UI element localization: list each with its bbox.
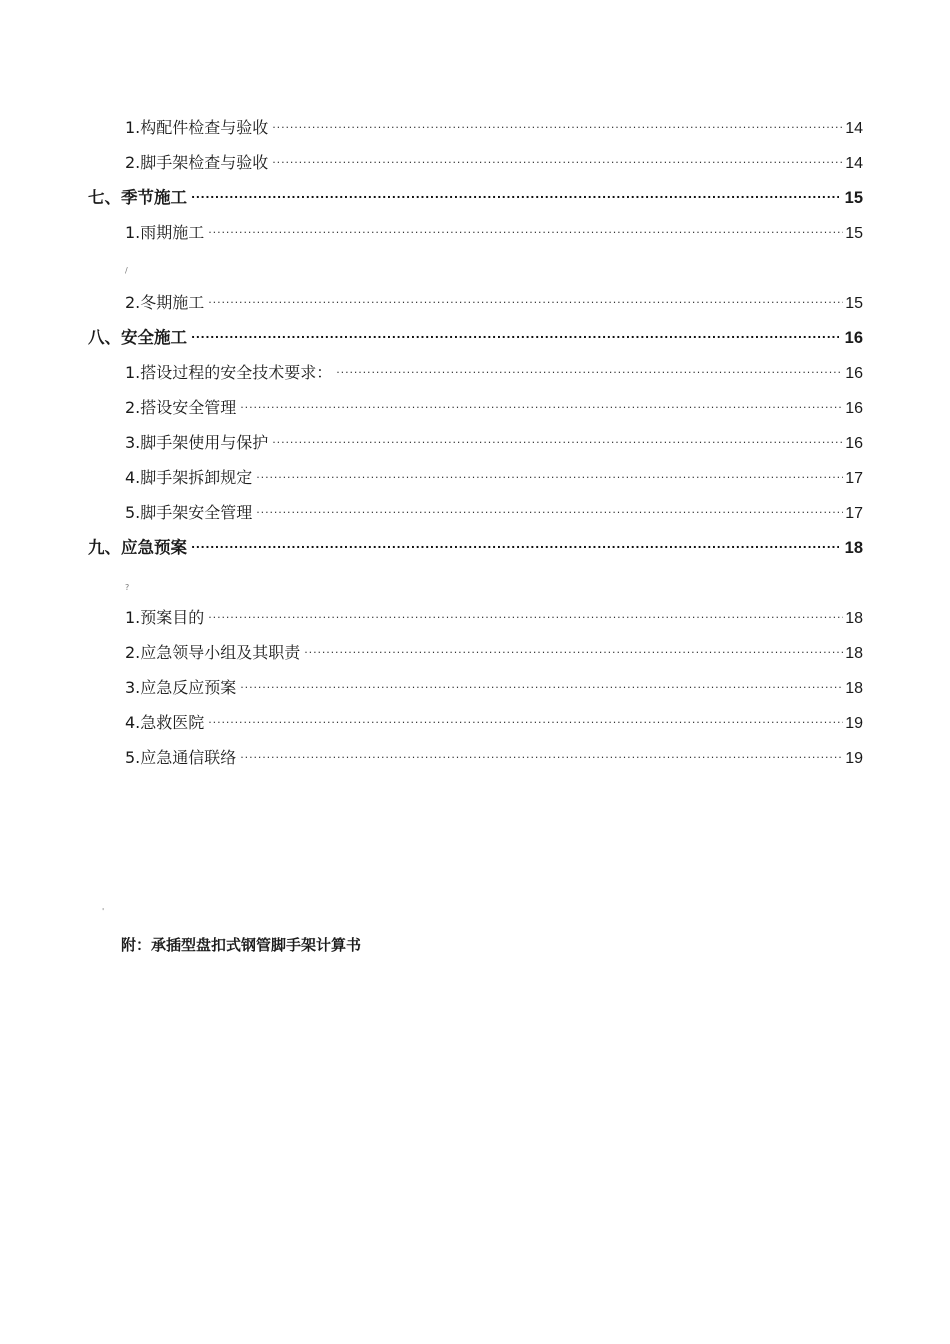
dot-leader: [272, 109, 843, 133]
dot-leader: [208, 284, 843, 308]
dot-leader: [191, 319, 839, 343]
toc-page-number: 14: [845, 155, 863, 172]
toc-page-number: 16: [844, 329, 863, 347]
stray-mark: /: [125, 266, 128, 275]
toc-entry-label: 4.脚手架拆卸规定: [125, 468, 253, 487]
toc-page-number: 15: [845, 295, 863, 312]
dot-leader: [208, 599, 843, 623]
dot-leader: [240, 739, 843, 763]
toc-entry-label: 2.冬期施工: [125, 293, 205, 312]
toc-entry-label: 1.预案目的: [125, 608, 205, 627]
toc-entry-scaffold-inspection[interactable]: [125, 144, 863, 172]
toc-entry-emergency-leadership[interactable]: [125, 634, 863, 662]
toc-page-number: 19: [845, 750, 863, 767]
toc-page-number: 16: [845, 435, 863, 452]
dot-leader: [240, 389, 843, 413]
toc-entry-component-inspection[interactable]: [125, 109, 863, 137]
dot-leader: [208, 214, 843, 238]
toc-section-label: 八、安全施工: [88, 328, 187, 347]
toc-section-label: 七、季节施工: [88, 188, 187, 207]
toc-entry-label: 5.脚手架安全管理: [125, 503, 253, 522]
dot-leader: [272, 424, 843, 448]
toc-entry-erection-safety-requirements[interactable]: [125, 354, 863, 382]
toc-section-safety-construction[interactable]: [88, 319, 863, 347]
toc-entry-label: 2.脚手架检查与验收: [125, 153, 269, 172]
toc-entry-emergency-response[interactable]: [125, 669, 863, 697]
toc-entry-label: 3.应急反应预案: [125, 678, 237, 697]
toc-page-number: 18: [845, 680, 863, 697]
toc-entry-label: 2.搭设安全管理: [125, 398, 237, 417]
toc-entry-label: 1.雨期施工: [125, 223, 205, 242]
dot-leader: [191, 179, 839, 203]
toc-entry-label: 1.搭设过程的安全技术要求：: [125, 363, 333, 382]
dot-leader: [304, 634, 843, 658]
toc-page-number: 14: [845, 120, 863, 137]
toc-entry-label: 5.应急通信联络: [125, 748, 237, 767]
toc-entry-erection-safety-management[interactable]: [125, 389, 863, 417]
toc-section-emergency-plan[interactable]: [88, 529, 863, 557]
toc-page-number: 18: [845, 610, 863, 627]
dot-leader: [256, 494, 843, 518]
toc-page-number: 19: [845, 715, 863, 732]
dot-leader: [208, 704, 843, 728]
toc-page-number: 15: [844, 189, 863, 207]
toc-entry-plan-purpose[interactable]: [125, 599, 863, 627]
toc-entry-first-aid-hospital[interactable]: [125, 704, 863, 732]
toc-page-number: 16: [845, 365, 863, 382]
toc-entry-label: 2.应急领导小组及其职责: [125, 643, 301, 662]
toc-entry-label: 4.急救医院: [125, 713, 205, 732]
toc-entry-label: 1.构配件检查与验收: [125, 118, 269, 137]
stray-mark: ': [102, 907, 105, 916]
toc-section-label: 九、应急预案: [88, 538, 187, 557]
dot-leader: [191, 529, 839, 553]
dot-leader: [256, 459, 843, 483]
dot-leader: [272, 144, 843, 168]
toc-entry-winter-season[interactable]: [125, 284, 863, 312]
dot-leader: [336, 354, 843, 378]
toc-entry-label: 3.脚手架使用与保护: [125, 433, 269, 452]
toc-page-number: 15: [845, 225, 863, 242]
toc-entry-scaffold-safety-management[interactable]: [125, 494, 863, 522]
toc-page-number: 18: [845, 645, 863, 662]
toc-page-number: 16: [845, 400, 863, 417]
toc-page-number: 18: [844, 539, 863, 557]
toc-section-seasonal-construction[interactable]: [88, 179, 863, 207]
appendix-title: 附：承插型盘扣式钢管脚手架计算书: [121, 936, 362, 954]
stray-mark: ?: [125, 583, 130, 592]
toc-entry-rainy-season[interactable]: [125, 214, 863, 242]
toc-entry-scaffold-use-protection[interactable]: [125, 424, 863, 452]
dot-leader: [240, 669, 843, 693]
toc-page-number: 17: [845, 505, 863, 522]
toc-page-number: 17: [845, 470, 863, 487]
toc-entry-scaffold-dismantling[interactable]: [125, 459, 863, 487]
toc-entry-emergency-communication[interactable]: [125, 739, 863, 767]
